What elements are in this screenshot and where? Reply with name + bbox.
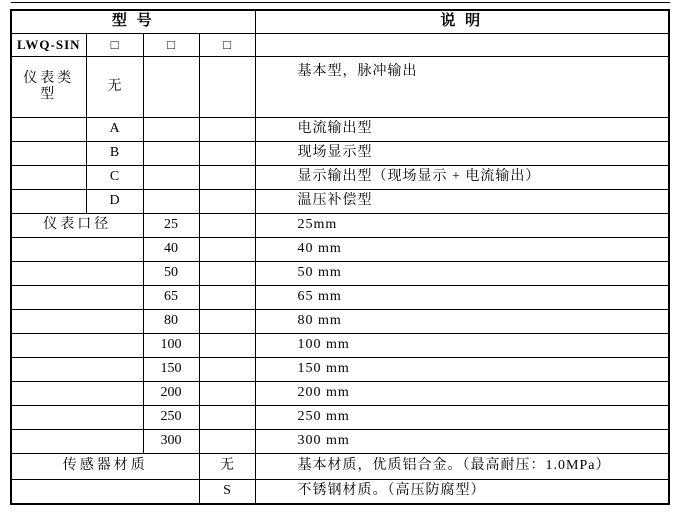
empty-cell — [199, 214, 255, 238]
diameter-row — [11, 310, 669, 334]
empty-cell — [143, 166, 199, 190]
diameter-code: 300 — [143, 430, 199, 454]
empty-cell — [199, 190, 255, 214]
diameter-row — [11, 382, 669, 406]
diameter-description: 25mm — [255, 214, 669, 238]
type-description: 现场显示型 — [255, 142, 669, 166]
empty-cell — [11, 142, 86, 166]
diameter-description: 250 mm — [255, 406, 669, 430]
type-code: C — [86, 166, 143, 190]
diameter-description: 80 mm — [255, 310, 669, 334]
diameter-description: 40 mm — [255, 238, 669, 262]
base-model-row — [11, 34, 669, 57]
type-code: 无 — [86, 57, 143, 118]
diameter-row — [11, 262, 669, 286]
empty-cell — [199, 406, 255, 430]
diameter-row — [11, 358, 669, 382]
type-code: B — [86, 142, 143, 166]
diameter-code: 200 — [143, 382, 199, 406]
empty-cell — [11, 190, 86, 214]
empty-cell — [199, 430, 255, 454]
diameter-description: 200 mm — [255, 382, 669, 406]
type-description: 显示输出型（现场显示 + 电流输出） — [255, 166, 669, 190]
type-row — [11, 118, 669, 142]
diameter-description: 150 mm — [255, 358, 669, 382]
type-row — [11, 142, 669, 166]
material-code: 无 — [199, 454, 255, 480]
material-description: 不锈钢材质。（高压防腐型） — [255, 480, 669, 505]
empty-cell — [199, 334, 255, 358]
empty-cell — [11, 238, 143, 262]
material-row — [11, 454, 669, 480]
diameter-code: 80 — [143, 310, 199, 334]
diameter-code: 250 — [143, 406, 199, 430]
empty-cell — [11, 166, 86, 190]
diameter-description: 100 mm — [255, 334, 669, 358]
empty-cell — [143, 190, 199, 214]
empty-cell — [199, 118, 255, 142]
empty-cell — [11, 480, 199, 505]
material-row — [11, 480, 669, 505]
placeholder-box-1: □ — [86, 34, 143, 57]
placeholder-box-3: □ — [199, 34, 255, 57]
diameter-row — [11, 286, 669, 310]
type-row — [11, 166, 669, 190]
empty-cell — [11, 286, 143, 310]
empty-cell — [199, 262, 255, 286]
empty-cell — [11, 382, 143, 406]
empty-cell — [11, 310, 143, 334]
diameter-row — [11, 238, 669, 262]
section-label-sensor-material: 传感器材质 — [11, 454, 199, 480]
diameter-code: 100 — [143, 334, 199, 358]
top-rule-divider — [11, 2, 670, 3]
base-model-code: LWQ-SIN — [11, 34, 86, 57]
empty-cell — [199, 382, 255, 406]
type-row — [11, 190, 669, 214]
type-description: 温压补偿型 — [255, 190, 669, 214]
empty-cell — [199, 57, 255, 118]
diameter-description: 65 mm — [255, 286, 669, 310]
type-description: 基本型，脉冲输出 — [255, 57, 669, 118]
section-label-instrument-type: 仪表类型 — [11, 57, 86, 118]
empty-cell — [143, 118, 199, 142]
diameter-row — [11, 430, 669, 454]
empty-cell — [11, 358, 143, 382]
model-selection-table — [10, 9, 670, 505]
diameter-code: 40 — [143, 238, 199, 262]
diameter-row — [11, 406, 669, 430]
material-code: S — [199, 480, 255, 505]
empty-cell — [11, 430, 143, 454]
diameter-description: 300 mm — [255, 430, 669, 454]
material-description: 基本材质，优质铝合金。（最高耐压：1.0MPa） — [255, 454, 669, 480]
table-header-row — [11, 10, 669, 34]
empty-cell — [143, 142, 199, 166]
diameter-code: 150 — [143, 358, 199, 382]
placeholder-box-2: □ — [143, 34, 199, 57]
empty-cell — [11, 118, 86, 142]
diameter-description: 50 mm — [255, 262, 669, 286]
empty-cell — [199, 286, 255, 310]
diameter-row — [11, 214, 669, 238]
empty-cell — [199, 238, 255, 262]
empty-cell — [11, 262, 143, 286]
section-label-diameter: 仪表口径 — [11, 214, 143, 238]
type-description: 电流输出型 — [255, 118, 669, 142]
empty-cell — [143, 57, 199, 118]
empty-cell — [255, 34, 669, 57]
description-column-header: 说 明 — [255, 10, 669, 34]
diameter-code: 50 — [143, 262, 199, 286]
empty-cell — [199, 358, 255, 382]
empty-cell — [11, 334, 143, 358]
diameter-row — [11, 334, 669, 358]
type-row — [11, 57, 669, 118]
type-code: A — [86, 118, 143, 142]
diameter-code: 25 — [143, 214, 199, 238]
empty-cell — [11, 406, 143, 430]
diameter-code: 65 — [143, 286, 199, 310]
type-code: D — [86, 190, 143, 214]
empty-cell — [199, 166, 255, 190]
empty-cell — [199, 310, 255, 334]
model-column-header: 型 号 — [11, 10, 255, 34]
empty-cell — [199, 142, 255, 166]
